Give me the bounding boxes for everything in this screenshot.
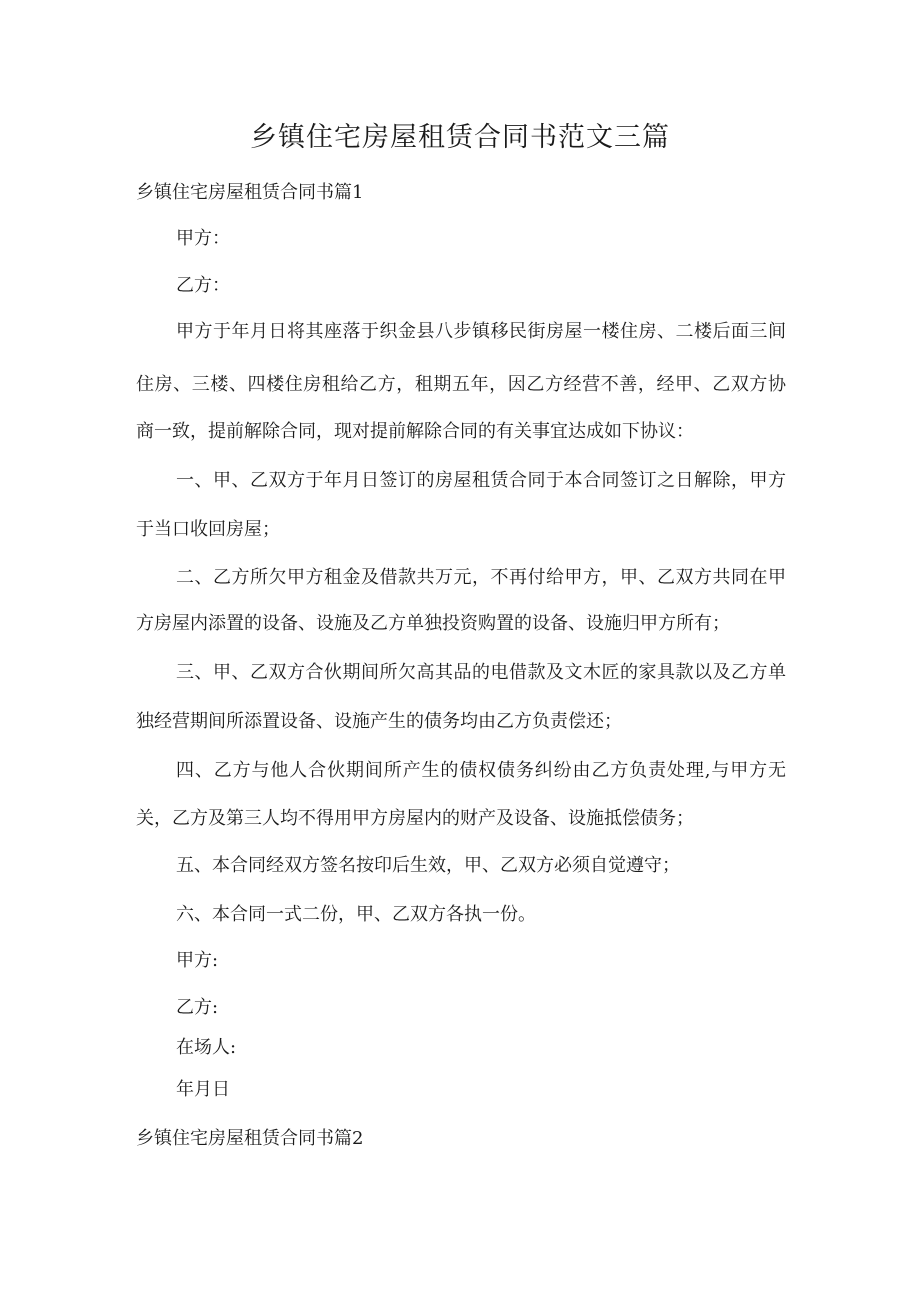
clause-6: 六、本合同一式二份，甲、乙双方各执一份。 (176, 904, 536, 925)
signature-date: 年月日 (176, 1079, 230, 1100)
clause-2-line-1: 二、乙方所欠甲方租金及借款共万元，不再付给甲方，甲、乙双方共同在甲 (176, 567, 786, 588)
signature-party-b: 乙方: (176, 997, 219, 1018)
clause-3-line-2: 独经营期间所添置设备、设施产生的债务均由乙方负责偿还； (136, 711, 622, 732)
signature-party-a: 甲方: (176, 950, 219, 971)
document-title: 乡镇住宅房屋租赁合同书范文三篇 (250, 122, 670, 153)
clause-5: 五、本合同经双方签名按印后生效，甲、乙双方必须自觉遵守； (176, 855, 680, 876)
intro-line-1: 甲方于年月日将其座落于织金县八步镇移民街房屋一楼住房、二楼后面三间 (176, 321, 786, 342)
party-a-label: 甲方： (176, 228, 230, 249)
clause-3-line-1: 三、甲、乙双方合伙期间所欠高其品的电借款及文木匠的家具款以及乙方单 (176, 662, 786, 683)
clause-4-line-2: 关，乙方及第三人均不得用甲方房屋内的财产及设备、设施抵偿债务； (136, 808, 694, 829)
clause-1-line-2: 于当口收回房屋； (136, 519, 280, 540)
clause-4-line-1: 四、乙方与他人合伙期间所产生的债权债务纠纷由乙方负责处理,与甲方无 (176, 760, 786, 781)
intro-line-2: 住房、三楼、四楼住房租给乙方，租期五年，因乙方经营不善，经甲、乙双方协 (136, 374, 786, 395)
section-2-heading: 乡镇住宅房屋租赁合同书篇2 (136, 1128, 364, 1149)
intro-line-3: 商一致，提前解除合同，现对提前解除合同的有关事宜达成如下协议： (136, 421, 694, 442)
section-1-heading: 乡镇住宅房屋租赁合同书篇1 (136, 182, 364, 203)
signature-witness: 在场人: (176, 1037, 237, 1058)
party-b-label: 乙方： (176, 275, 230, 296)
clause-2-line-2: 方房屋内添置的设备、设施及乙方单独投资购置的设备、设施归甲方所有； (136, 613, 730, 634)
clause-1-line-1: 一、甲、乙双方于年月日签订的房屋租赁合同于本合同签订之日解除，甲方 (176, 470, 786, 491)
